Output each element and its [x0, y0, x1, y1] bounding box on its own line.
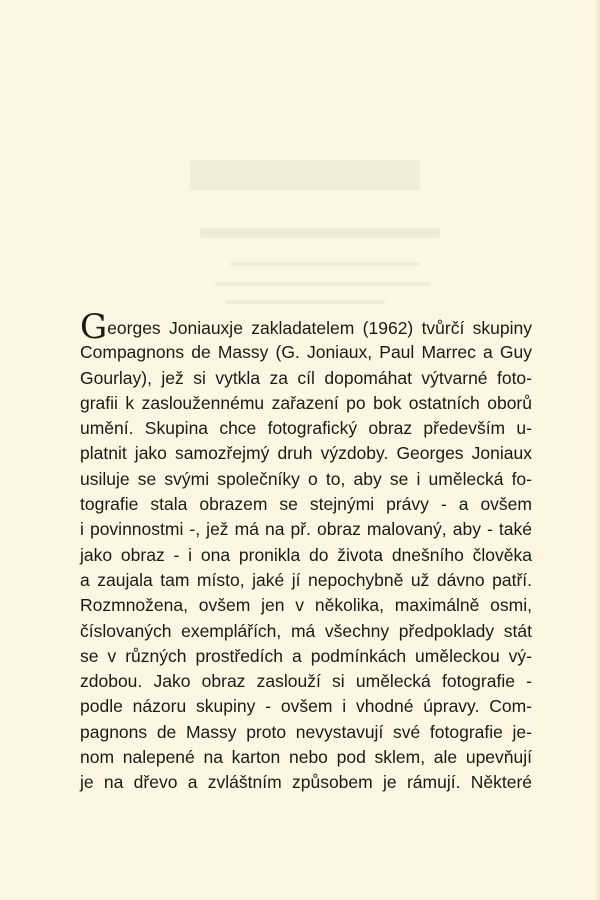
text-line: Rozmnožena, ovšem jen v několika, maximálně osmi, [80, 595, 532, 616]
drop-cap: G [80, 307, 108, 347]
bleed-through-line [230, 262, 420, 266]
text-line: i povinnostmi -, jež má na př. obraz malovaný, aby - také [80, 519, 532, 540]
bleed-through-subtitle-shape [200, 228, 440, 238]
text-line: je na dřevo a zvláštním způsobem je rámují. Některé [80, 772, 532, 793]
text-line: se v různých prostředích a podmínkách uměleckou vý- [80, 645, 532, 666]
text-line: Compagnons de Massy (G. Joniaux, Paul Marrec a Guy [80, 342, 532, 363]
text-line: Gourlay), jež si vytkla za cíl dopomáhat výtvarné foto- [80, 367, 532, 388]
bleed-through-title-shape [190, 160, 420, 190]
text-line: podle názoru skupiny - ovšem i vhodné úpravy. Com- [80, 696, 532, 717]
text-line: grafii k zasloužennému zařazení po bok ostatních oborů [80, 392, 532, 413]
text-line: a zaujala tam místo, jaké jí nepochybně už dávno patří. [80, 569, 532, 590]
text-line: nom nalepené na karton nebo pod sklem, ale upevňují [80, 747, 532, 768]
body-text [80, 307, 532, 796]
text-line: usiluje se svými společníky o to, aby se i umělecká fo- [80, 468, 532, 489]
page-edge-shadow [595, 0, 600, 900]
text-line: zdobou. Jako obraz zaslouží si umělecká fotografie - [80, 671, 532, 692]
text-line: umění. Skupina chce fotografický obraz především u- [80, 418, 532, 439]
text-line: číslovaných exemplářích, má všechny předpoklady stát [80, 620, 532, 641]
bleed-through-line [215, 282, 430, 286]
text-line: pagnons de Massy proto nevystavují své fotografie je- [80, 721, 532, 742]
reverse-side-bleed-through [0, 0, 600, 347]
text-line: jako obraz - i ona pronikla do života dnešního člověka [80, 544, 532, 565]
text-line: Georges Joniauxje zakladatelem (1962) tvůrčí skupiny [80, 307, 532, 347]
bleed-through-line [225, 300, 385, 304]
text-line: platnit jako samozřejmý druh výzdoby. Georges Joniaux [80, 443, 532, 464]
text-line: tografie stala obrazem se stejnými právy - a ovšem [80, 494, 532, 515]
